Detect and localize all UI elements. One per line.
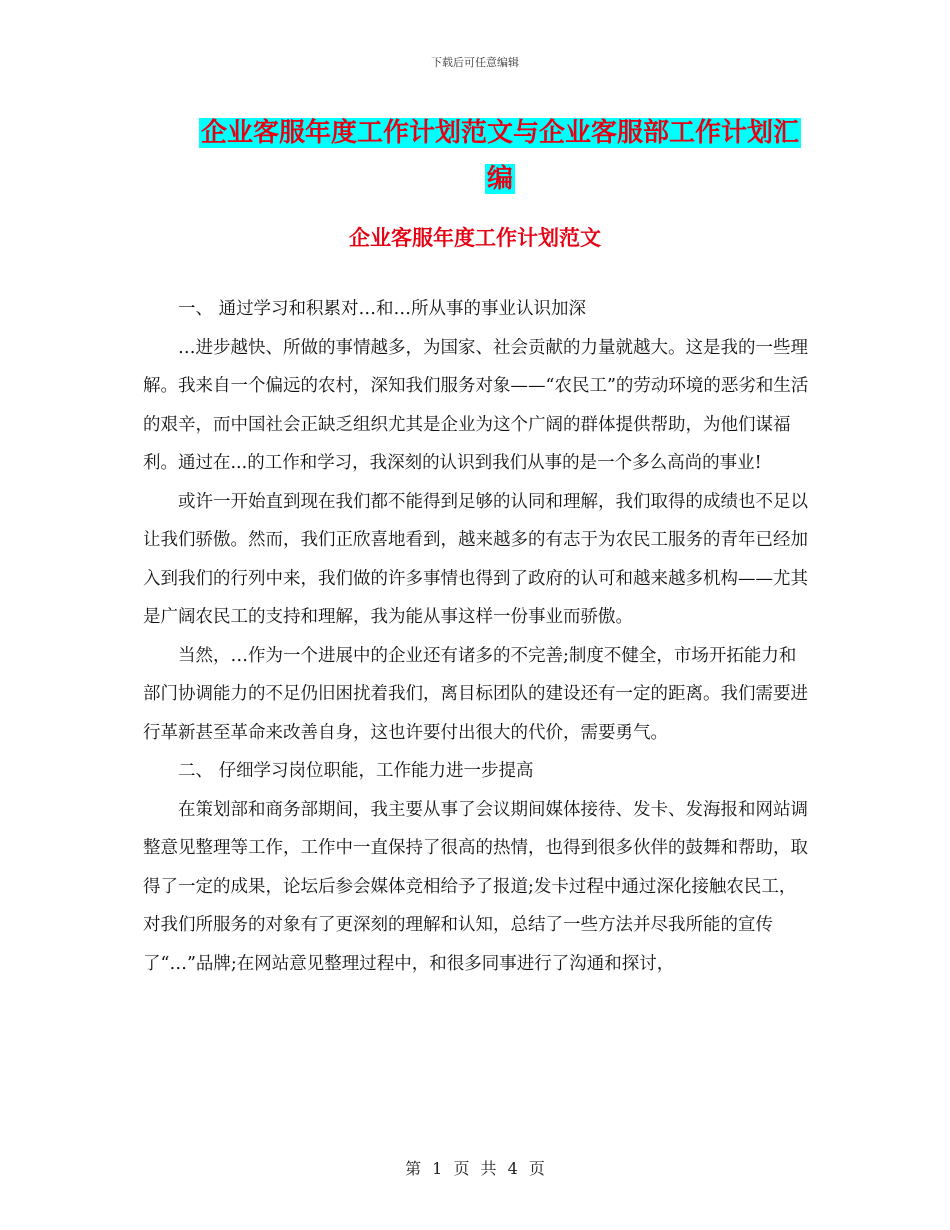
- paragraph: …进步越快、所做的事情越多，为国家、社会贡献的力量就越大。这是我的一些理解。我来自一个偏远的农村，深知我们服务对象——“农民工”的劳动环境的恶劣和生活的艰辛，而中国社会正缺乏组织尤其是企业为这个广阔的群体提供帮助，为他们谋福利。通过在...的工作和学习，我深刻的认识到我们从事的是一个多么高尚的事业!: [143, 337, 809, 473]
- page-footer: 第 1 页 共 4 页: [405, 1159, 545, 1178]
- paragraph-heading-2: 二、 仔细学习岗位职能，工作能力进一步提高: [178, 761, 534, 781]
- paragraph: 当然，…作为一个进展中的企业还有诸多的不完善;制度不健全，市场开拓能力和部门协调能力的不足仍旧困扰着我们，离目标团队的建设还有一定的距离。我们需要进行革新甚至革命来改善自身，这也许要付出很大的代价，需要勇气。: [143, 645, 808, 743]
- document-title: [190, 110, 810, 202]
- document-body: [143, 290, 811, 983]
- paragraph: 或许一开始直到现在我们都不能得到足够的认同和理解，我们取得的成绩也不足以让我们骄傲。然而，我们正欣喜地看到，越来越多的有志于为农民工服务的青年已经加入到我们的行列中来，我们做的许多事情也得到了政府的认可和越来越多机构——尤其是广阔农民工的支持和理解，我为能从事这样一份事业而骄傲。: [143, 491, 808, 627]
- section-title: 企业客服年度工作计划范文: [349, 226, 601, 250]
- document-title-line-1: 企业客服年度工作计划范文与企业客服部工作计划汇: [200, 118, 799, 148]
- header-note: 下载后可任意编辑: [431, 56, 519, 69]
- paragraph: 在策划部和商务部期间，我主要从事了会议期间媒体接待、发卡、发海报和网站调整意见整理等工作，工作中一直保持了很高的热情，也得到很多伙伴的鼓舞和帮助，取得了一定的成果，论坛后参会媒体竞相给予了报道;发卡过程中通过深化接触农民工，对我们所服务的对象有了更深刻的理解和认知，总结了一些方法并尽我所能的宣传了“…”品牌;在网站意见整理过程中，和很多同事进行了沟通和探讨，: [143, 799, 808, 974]
- paragraph-heading-1: 一、 通过学习和积累对…和…所从事的事业认识加深: [178, 299, 587, 319]
- document-title-line-2: 编: [486, 164, 513, 194]
